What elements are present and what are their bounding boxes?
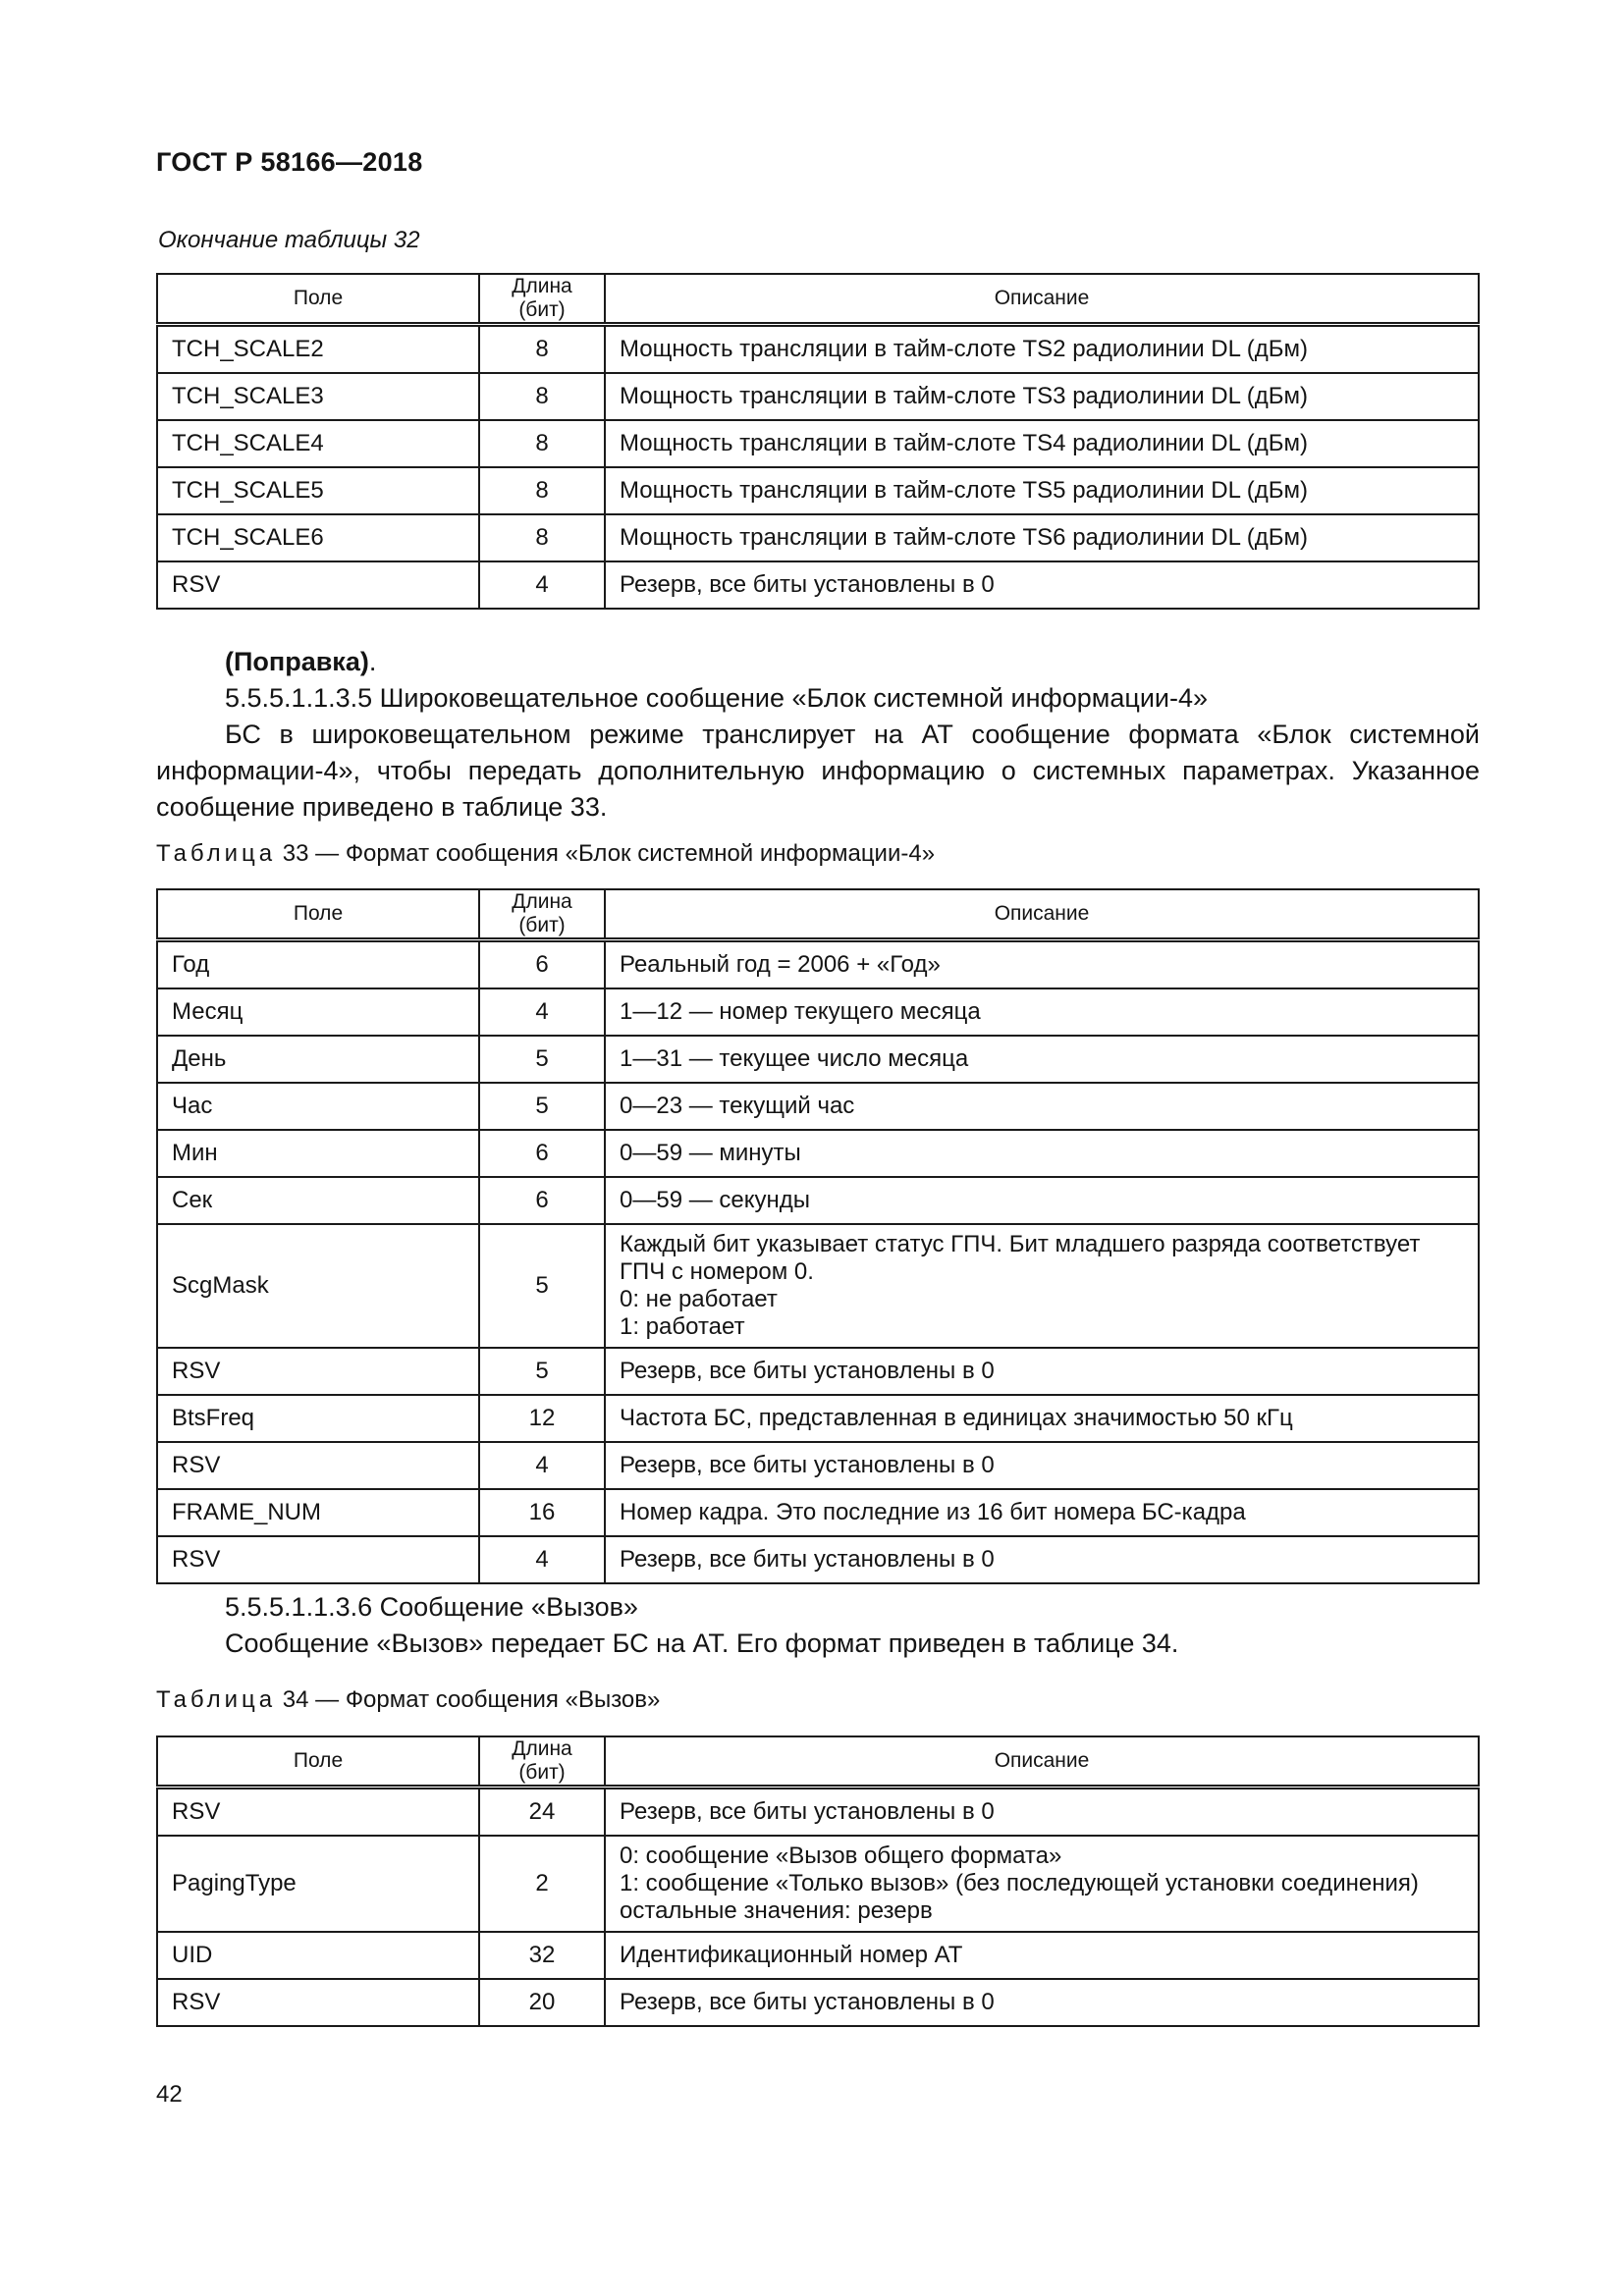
cell-length: 2	[479, 1836, 605, 1932]
description-line: Резерв, все биты установлены в 0	[620, 1358, 995, 1384]
section-body-3-5: БС в широковещательном режиме транслирует на АТ сообщение формата «Блок системной информации-4», чтобы передать дополнительную информацию о системных параметрах. Указанное сообщение приведено в таблице 33.	[156, 720, 1480, 822]
cell-length: 32	[479, 1932, 605, 1979]
table32-header-row	[157, 274, 1479, 325]
table-row	[157, 1489, 1479, 1536]
table-row	[157, 988, 1479, 1036]
table-row	[157, 940, 1479, 989]
cell-field: Час	[157, 1083, 479, 1130]
cell-field: PagingType	[157, 1836, 479, 1932]
cell-length: 24	[479, 1788, 605, 1837]
table33-header-row	[157, 889, 1479, 940]
cell-description	[605, 940, 1479, 989]
table32-caption: Окончание таблицы 32	[158, 227, 420, 253]
cell-length: 5	[479, 1348, 605, 1395]
cell-field: Месяц	[157, 988, 479, 1036]
cell-field: RSV	[157, 561, 479, 609]
column-header-field: Поле	[157, 1736, 479, 1788]
description-line: Частота БС, представленная в единицах значимостью 50 кГц	[620, 1405, 1293, 1431]
cell-field: RSV	[157, 1536, 479, 1583]
cell-length: 5	[479, 1083, 605, 1130]
section-3-6	[156, 1589, 1480, 1662]
cell-length: 20	[479, 1979, 605, 2026]
section-heading-3-5: 5.5.5.1.1.3.5 Широковещательное сообщение «Блок системной информации-4»	[225, 683, 1209, 713]
description-line: Номер кадра. Это последние из 16 бит номера БС-кадра	[620, 1499, 1246, 1525]
page-number: 42	[156, 2081, 183, 2108]
cell-length: 16	[479, 1489, 605, 1536]
description-line: Резерв, все биты установлены в 0	[620, 1546, 995, 1573]
table33-caption: Таблица 33 — Формат сообщения «Блок системной информации-4»	[156, 840, 936, 867]
description-line: Резерв, все биты установлены в 0	[620, 1989, 995, 2015]
cell-description	[605, 1788, 1479, 1837]
column-header-length: Длина (бит)	[479, 889, 605, 940]
cell-length: 4	[479, 1442, 605, 1489]
cell-field: Мин	[157, 1130, 479, 1177]
cell-description	[605, 1130, 1479, 1177]
table-row	[157, 1036, 1479, 1083]
cell-description: Мощность трансляции в тайм-слоте TS6 радиолинии DL (дБм)	[605, 514, 1479, 561]
description-line: Идентификационный номер АТ	[620, 1942, 963, 1968]
table-row	[157, 1395, 1479, 1442]
table32	[156, 273, 1480, 610]
cell-field: RSV	[157, 1348, 479, 1395]
description-line: 1—31 — текущее число месяца	[620, 1045, 969, 1072]
section-heading-3-6: 5.5.5.1.1.3.6 Сообщение «Вызов»	[225, 1592, 638, 1622]
column-header-description: Описание	[605, 889, 1479, 940]
description-line: 1—12 — номер текущего месяца	[620, 998, 981, 1025]
table-row	[157, 1130, 1479, 1177]
description-line: Реальный год = 2006 + «Год»	[620, 951, 941, 978]
cell-description: Мощность трансляции в тайм-слоте TS3 радиолинии DL (дБм)	[605, 373, 1479, 420]
section-body-3-6: Сообщение «Вызов» передает БС на АТ. Его формат приведен в таблице 34.	[225, 1629, 1179, 1658]
table-row	[157, 1177, 1479, 1224]
cell-description: Резерв, все биты установлены в 0	[605, 561, 1479, 609]
description-line: 1: работает	[620, 1313, 745, 1340]
cell-length: 4	[479, 1536, 605, 1583]
cell-length: 6	[479, 940, 605, 989]
cell-field: TCH_SCALE2	[157, 325, 479, 374]
cell-field: TCH_SCALE5	[157, 467, 479, 514]
description-line: 0: сообщение «Вызов общего формата»	[620, 1842, 1062, 1869]
column-header-field: Поле	[157, 274, 479, 325]
cell-description	[605, 1979, 1479, 2026]
table-row	[157, 1836, 1479, 1932]
section-3-5	[156, 644, 1480, 826]
table34-caption: Таблица 34 — Формат сообщения «Вызов»	[156, 1686, 661, 1713]
cell-length: 12	[479, 1395, 605, 1442]
cell-length: 6	[479, 1177, 605, 1224]
cell-description	[605, 1536, 1479, 1583]
table33	[156, 888, 1480, 1584]
cell-length: 4	[479, 561, 605, 609]
table-row	[157, 1536, 1479, 1583]
cell-field: RSV	[157, 1442, 479, 1489]
description-line: 0—59 — минуты	[620, 1140, 801, 1166]
cell-description	[605, 1395, 1479, 1442]
cell-field: Год	[157, 940, 479, 989]
cell-description	[605, 1932, 1479, 1979]
amendment-note: (Поправка).	[225, 647, 377, 676]
column-header-length: Длина (бит)	[479, 1736, 605, 1788]
cell-field: BtsFreq	[157, 1395, 479, 1442]
cell-description	[605, 1836, 1479, 1932]
table-row	[157, 373, 1479, 420]
table34-header-row	[157, 1736, 1479, 1788]
table-row	[157, 1979, 1479, 2026]
cell-field: ScgMask	[157, 1224, 479, 1348]
cell-description: Мощность трансляции в тайм-слоте TS2 радиолинии DL (дБм)	[605, 325, 1479, 374]
description-line: 0—59 — секунды	[620, 1187, 811, 1213]
table32-wrapper	[156, 273, 1480, 610]
column-header-description: Описание	[605, 1736, 1479, 1788]
description-line: 0—23 — текущий час	[620, 1093, 855, 1119]
cell-field: RSV	[157, 1979, 479, 2026]
table-row	[157, 561, 1479, 609]
cell-length: 5	[479, 1224, 605, 1348]
table34-wrapper	[156, 1735, 1480, 2027]
column-header-length: Длина (бит)	[479, 274, 605, 325]
table-row	[157, 1224, 1479, 1348]
cell-description	[605, 1083, 1479, 1130]
cell-length: 8	[479, 373, 605, 420]
cell-description	[605, 1489, 1479, 1536]
description-line: 1: сообщение «Только вызов» (без последующей установки соединения)	[620, 1870, 1419, 1896]
cell-field: UID	[157, 1932, 479, 1979]
table-row	[157, 325, 1479, 374]
cell-length: 8	[479, 514, 605, 561]
cell-field: TCH_SCALE3	[157, 373, 479, 420]
description-line: 0: не работает	[620, 1286, 778, 1312]
cell-length: 8	[479, 325, 605, 374]
description-line: остальные значения: резерв	[620, 1897, 933, 1924]
description-line: Каждый бит указывает статус ГПЧ. Бит младшего разряда соответствует ГПЧ с номером 0.	[620, 1231, 1421, 1285]
cell-length: 6	[479, 1130, 605, 1177]
cell-field: RSV	[157, 1788, 479, 1837]
cell-description	[605, 1177, 1479, 1224]
cell-field: День	[157, 1036, 479, 1083]
column-header-description: Описание	[605, 274, 1479, 325]
cell-description	[605, 1442, 1479, 1489]
cell-description	[605, 1036, 1479, 1083]
cell-description	[605, 988, 1479, 1036]
table-row	[157, 467, 1479, 514]
cell-description	[605, 1348, 1479, 1395]
cell-length: 5	[479, 1036, 605, 1083]
cell-length: 8	[479, 467, 605, 514]
column-header-field: Поле	[157, 889, 479, 940]
cell-length: 8	[479, 420, 605, 467]
table34	[156, 1735, 1480, 2027]
cell-field: FRAME_NUM	[157, 1489, 479, 1536]
table-row	[157, 514, 1479, 561]
cell-field: TCH_SCALE6	[157, 514, 479, 561]
cell-description: Мощность трансляции в тайм-слоте TS4 радиолинии DL (дБм)	[605, 420, 1479, 467]
table-row	[157, 1442, 1479, 1489]
cell-description: Мощность трансляции в тайм-слоте TS5 радиолинии DL (дБм)	[605, 467, 1479, 514]
table-row	[157, 1348, 1479, 1395]
cell-description	[605, 1224, 1479, 1348]
cell-field: TCH_SCALE4	[157, 420, 479, 467]
standard-header: ГОСТ Р 58166—2018	[156, 147, 423, 177]
table-row	[157, 1932, 1479, 1979]
table33-wrapper	[156, 888, 1480, 1584]
table-row	[157, 1083, 1479, 1130]
table-row	[157, 1788, 1479, 1837]
table-row	[157, 420, 1479, 467]
description-line: Резерв, все биты установлены в 0	[620, 1798, 995, 1825]
description-line: Резерв, все биты установлены в 0	[620, 1452, 995, 1478]
cell-length: 4	[479, 988, 605, 1036]
cell-field: Сек	[157, 1177, 479, 1224]
